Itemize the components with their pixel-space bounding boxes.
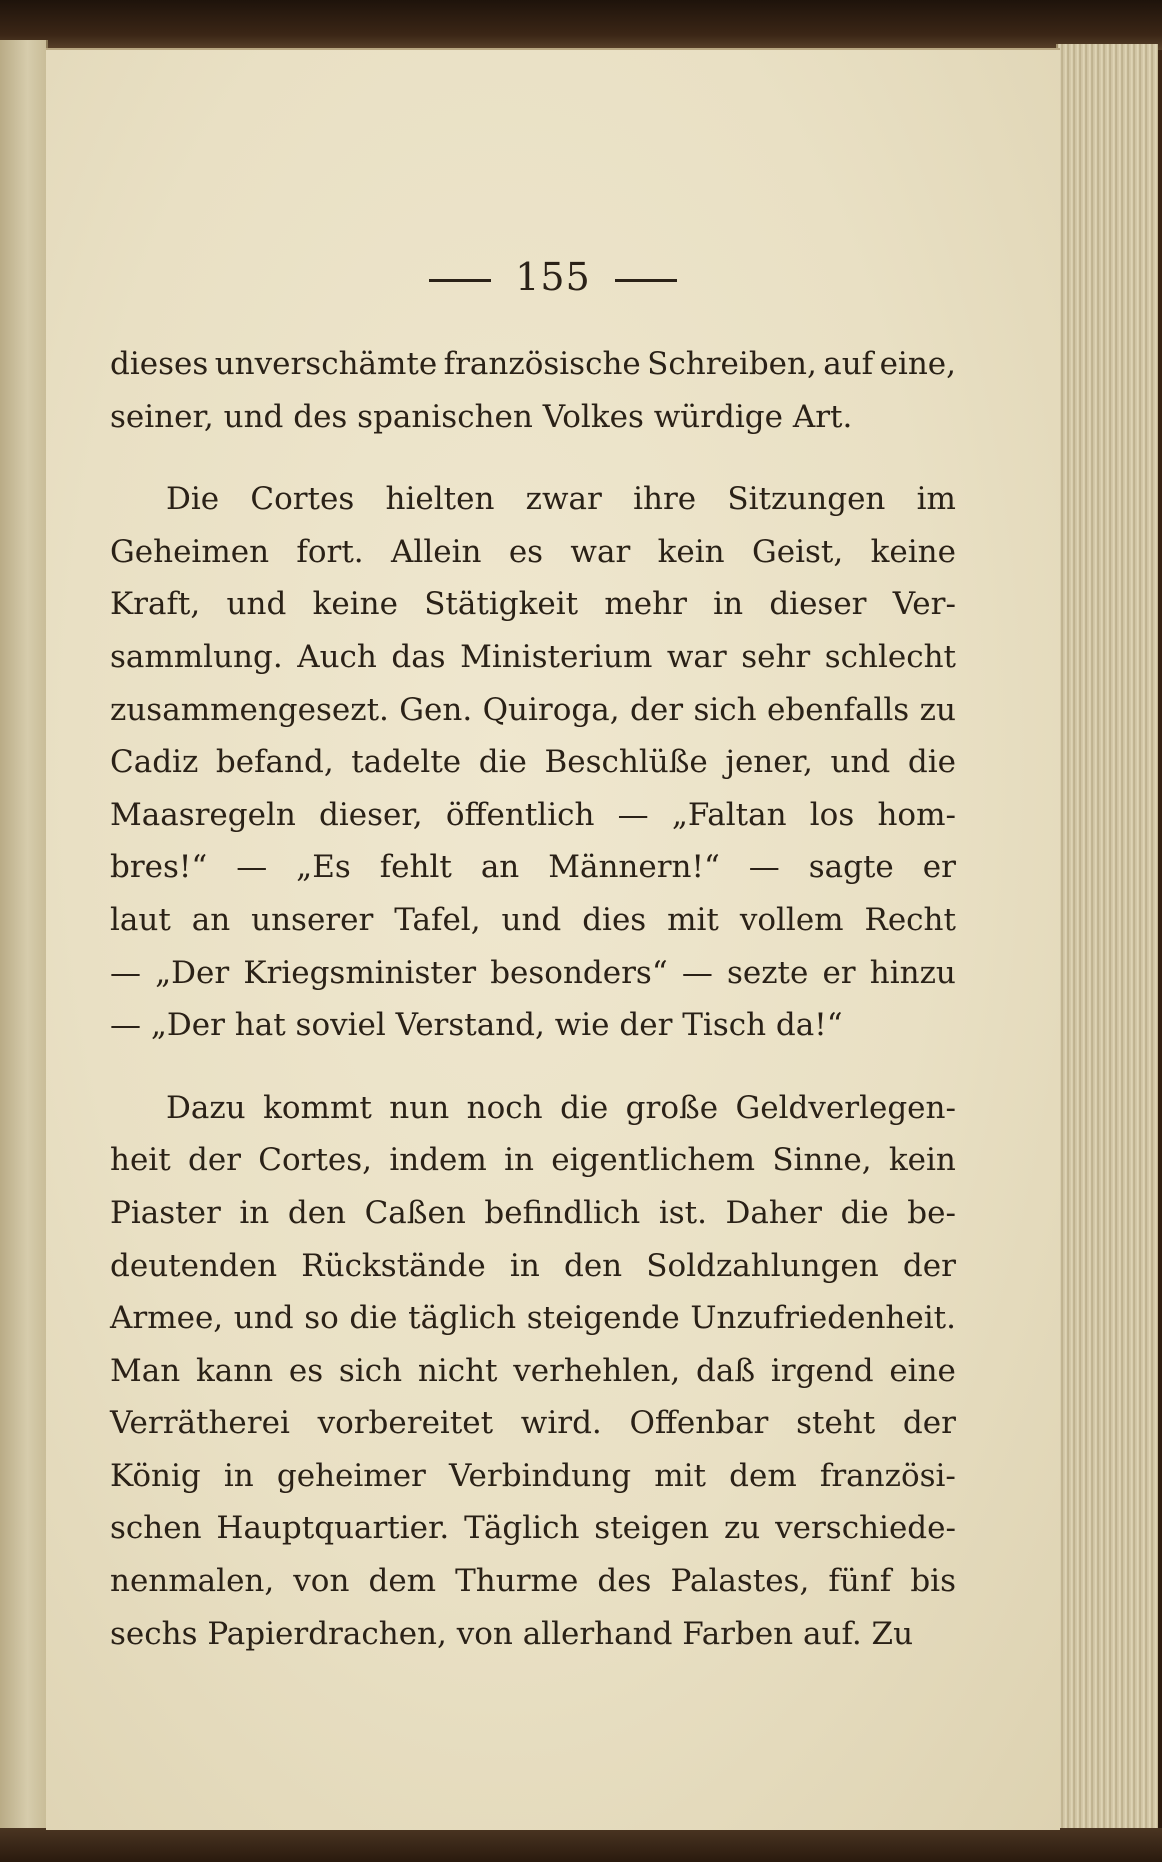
word: Die [166,481,220,518]
word: nun [389,1089,450,1126]
word: auf [823,346,874,382]
word: unverschämte [214,346,438,382]
word: kann [195,1352,274,1389]
paragraph-gap [110,1052,956,1082]
word: und [501,901,562,938]
book-cover-bottom [0,1828,1162,1862]
word: fünf [828,1563,892,1600]
word: Auch [297,638,377,675]
word: und [226,586,287,623]
word: Cadiz [110,744,199,781]
text-line [110,338,956,391]
word: sagte [808,849,894,886]
paragraph-gap [110,443,956,473]
word: französi- [819,1457,956,1494]
text-line [110,1502,956,1555]
word: steigen [594,1510,710,1547]
word: Kraft, [110,586,201,623]
text-line [110,789,956,842]
word: befand, [215,744,334,781]
word: nenmalen, [110,1563,275,1600]
text-line [110,631,956,684]
word: täglich [408,1300,517,1337]
word: Beschlüße [544,744,708,781]
word: kein [888,1142,956,1179]
text-line [110,841,956,894]
word: in [509,1247,540,1284]
word: er [922,849,956,886]
text-line [110,1134,956,1187]
word: keine [312,586,398,623]
text-line [110,947,956,1000]
facing-page-edge [0,40,48,1862]
word: hielten [385,481,495,518]
word: verschiede- [775,1510,956,1547]
word: Man [110,1352,181,1389]
text-line [110,578,956,631]
word: befindlich [484,1194,641,1231]
word: jener, [725,744,813,781]
word: im [916,481,956,518]
word: Recht [864,901,956,938]
word: Offenbar [629,1405,769,1442]
word: Schreiben, [647,346,817,382]
text-line [110,1292,956,1345]
word: besonders“ [490,954,668,991]
header-dash-right [615,279,677,282]
text-line [110,1240,956,1293]
word: war [666,638,727,675]
word: — [110,954,141,991]
word: und [830,744,891,781]
word: Cortes [250,481,355,518]
word: die [478,744,527,781]
line-text: — „Der hat soviel Verstand, wie der Tisch da!“ [110,1007,843,1044]
word: von [293,1563,350,1600]
word: Tafel, [394,901,481,938]
word: sehr [741,638,811,675]
word: der [902,1405,956,1442]
page-stack-edges [1056,44,1158,1834]
word: dies [582,901,647,938]
paragraph [110,1082,956,1661]
word: der [902,1247,956,1284]
word: Täglich [464,1510,580,1547]
word: an [480,849,520,886]
word: Soldzahlungen [646,1247,879,1284]
word: kommt [263,1089,372,1126]
page-header [46,255,1060,299]
word: ist. [658,1194,707,1231]
word: daß [696,1352,756,1389]
word: — [748,849,780,886]
word: war [570,533,631,570]
word: Verrätherei [110,1405,290,1442]
word: Gen. [399,691,473,728]
word: — [681,954,713,991]
word: dieser [769,586,867,623]
word: „Der [155,954,230,991]
word: steigende [526,1300,680,1337]
word: den [563,1247,623,1284]
word: heit [110,1142,171,1179]
word: das [391,638,446,675]
word: so [304,1300,339,1337]
line-text: seiner, und des spanischen Volkes würdige Art. [110,398,853,435]
word: mit [667,901,719,938]
text-line [110,1397,956,1450]
word: in [223,1457,254,1494]
header-dash-left [429,279,491,282]
word: Geheimen [110,533,270,570]
word: Kriegsminister [243,954,477,991]
word: vorbereitet [317,1405,494,1442]
paragraph [110,473,956,1052]
text-line [110,736,956,789]
word: bis [910,1563,956,1600]
word: zu [919,691,956,728]
word: — [617,796,649,833]
text-line [110,1082,956,1135]
page-number: 155 [515,255,591,299]
word: Thurme [455,1563,579,1600]
word: deutenden [110,1247,278,1284]
word: den [287,1194,346,1231]
text-line [110,1187,956,1240]
word: Armee, [110,1300,224,1337]
word: sammlung. [110,638,283,675]
word: schlecht [824,638,956,675]
word: hom- [877,796,956,833]
word: der [630,691,684,728]
word: be- [907,1194,956,1231]
word: zwar [525,481,602,518]
word: Ministerium [460,638,653,675]
word: große [625,1089,719,1126]
word: Sinne, [772,1142,872,1179]
word: fehlt [379,849,452,886]
word: geheimer [276,1457,426,1494]
word: Hauptquartier. [216,1510,450,1547]
word: Quiroga, [482,691,620,728]
word: dem [368,1563,437,1600]
word: mit [654,1457,706,1494]
word: Geldverlegen- [735,1089,956,1126]
word: es [508,533,544,570]
text-line [110,1450,956,1503]
text-line [110,473,956,526]
word: die [907,744,956,781]
word: steht [796,1405,876,1442]
word: Verbindung [449,1457,632,1494]
word: und [233,1300,294,1337]
word: Rückstände [301,1247,486,1284]
word: laut [110,901,171,938]
word: unserer [251,901,374,938]
text-line [110,1345,956,1398]
text-line [110,999,956,1052]
word: Maasregeln [110,796,296,833]
text-line [110,1555,956,1608]
word: „Faltan [671,796,787,833]
word: eigentlichem [551,1142,756,1179]
word: dem [729,1457,797,1494]
word: ebenfalls [767,691,910,728]
text-line [110,526,956,579]
text-line [110,684,956,737]
text-line [110,894,956,947]
word: fort. [296,533,364,570]
text-line [110,391,956,444]
word: König [110,1457,201,1494]
book-cover-top [0,0,1162,50]
word: er [822,954,856,991]
word: hinzu [869,954,956,991]
word: Cortes, [258,1142,373,1179]
book-page [46,48,1060,1830]
paragraph [110,338,956,443]
word: Allein [391,533,482,570]
body-text [110,338,956,1660]
word: indem [389,1142,487,1179]
text-line [110,1608,956,1661]
word: eine, [879,346,956,382]
word: die [840,1194,889,1231]
word: wird. [520,1405,602,1442]
word: kein [657,533,725,570]
word: französische [443,346,641,382]
word: Ver- [892,586,956,623]
word: eine [889,1352,956,1389]
word: irgend [770,1352,874,1389]
word: Geist, [751,533,844,570]
word: — [236,849,268,886]
word: nicht [417,1352,498,1389]
word: Dazu [166,1089,246,1126]
word: Piaster [110,1194,221,1231]
line-text: sechs Papierdrachen, von allerhand Farben auf. Zu [110,1615,914,1652]
word: an [191,901,231,938]
word: keine [870,533,956,570]
word: sich [338,1352,403,1389]
word: sezte [726,954,809,991]
word: noch [466,1089,543,1126]
word: Daher [725,1194,822,1231]
word: öffentlich [445,796,595,833]
word: es [288,1352,324,1389]
word: Caßen [364,1194,466,1231]
word: mehr [604,586,687,623]
word: Sitzungen [727,481,886,518]
word: des [597,1563,652,1600]
word: bres!“ [110,849,208,886]
word: Männern!“ [548,849,720,886]
word: sich [693,691,757,728]
word: zu [723,1510,761,1547]
word: schen [110,1510,202,1547]
word: dieses [110,346,209,382]
word: zusammengesezt. [110,691,389,728]
word: vollem [739,901,844,938]
word: in [713,586,744,623]
word: in [504,1142,534,1179]
word: Unzufriedenheit. [690,1300,956,1337]
word: Stätigkeit [424,586,579,623]
word: die [349,1300,398,1337]
word: in [239,1194,270,1231]
word: dieser, [319,796,423,833]
word: „Es [296,849,351,886]
word: Palastes, [670,1563,810,1600]
word: der [187,1142,241,1179]
word: ihre [633,481,697,518]
word: los [809,796,855,833]
word: tadelte [351,744,462,781]
word: verhehlen, [513,1352,681,1389]
word: die [560,1089,609,1126]
